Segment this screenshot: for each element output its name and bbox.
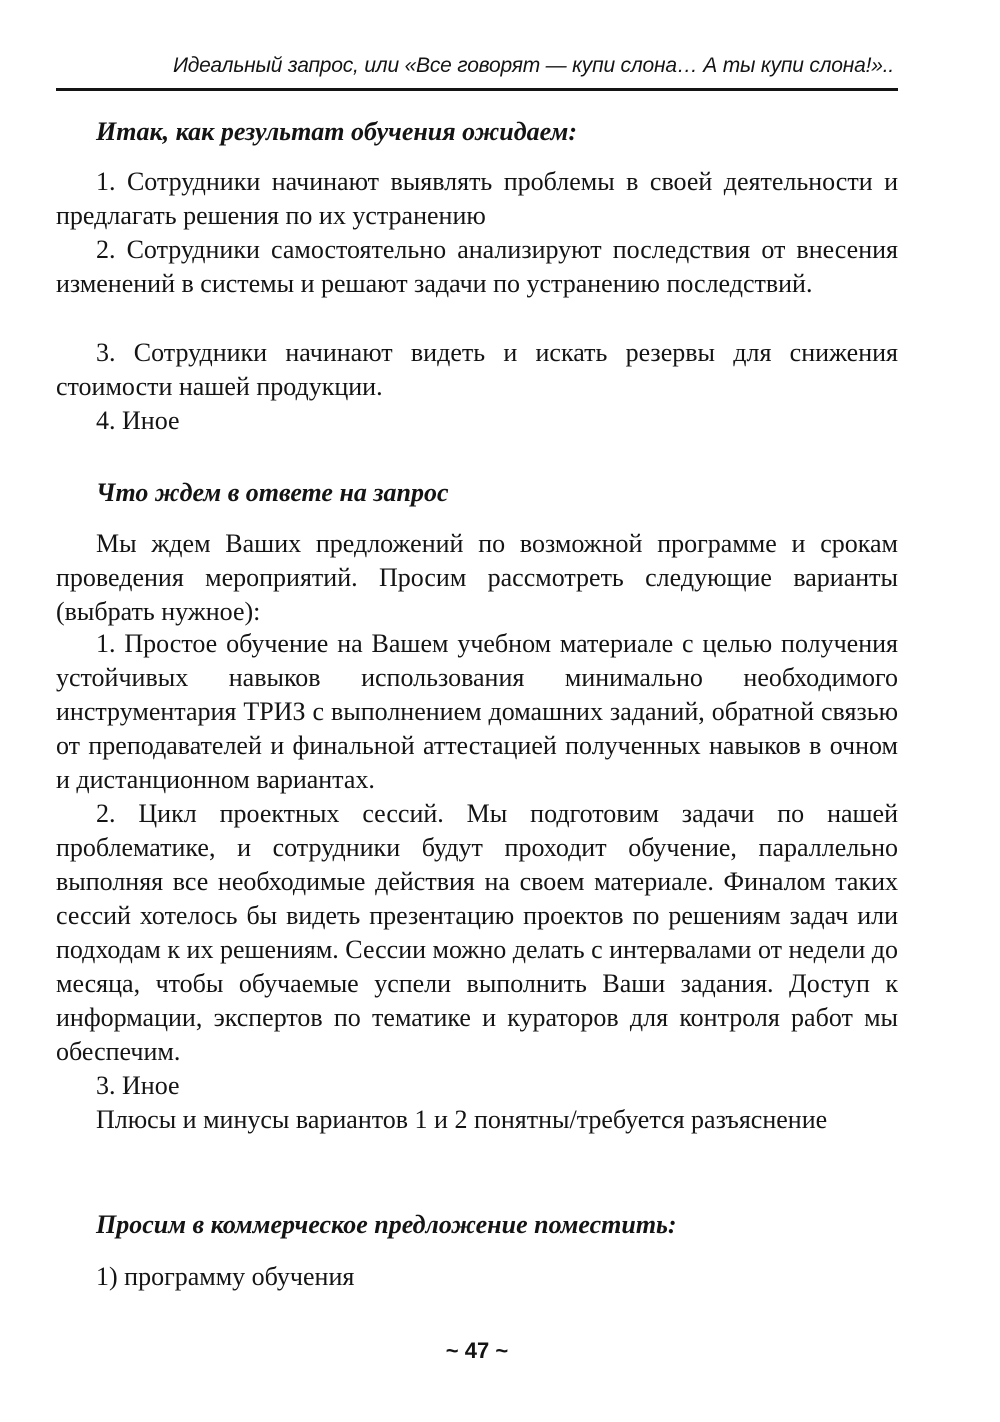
- section-heading-commercial-offer: Просим в коммерческое предложение поместить:: [96, 1210, 677, 1239]
- list-item: 1) программу обучения: [96, 1262, 355, 1291]
- list-item: 4. Иное: [96, 406, 180, 435]
- header-rule: [56, 88, 898, 91]
- list-item: 3. Сотрудники начинают видеть и искать резервы для снижения стоимости нашей продукции.: [56, 338, 898, 401]
- list-item: 1. Простое обучение на Вашем учебном материале с целью получения устойчивых навыков использования минимально необходимого инструментария ТРИЗ с выполнением домашних заданий, обратной связью от преподавателей и финальной аттестацией полученных навыков в очном и дистанционном вариантах.: [56, 629, 898, 794]
- section-heading-expected-results: Итак, как результат обучения ожидаем:: [96, 117, 577, 146]
- page-number: ~ 47 ~: [445, 1338, 509, 1363]
- book-page: [56, 0, 898, 1422]
- paragraph-note: Плюсы и минусы вариантов 1 и 2 понятны/требуется разъяснение: [96, 1105, 828, 1134]
- section-heading-response-expectations: Что ждем в ответе на запрос: [96, 478, 449, 507]
- list-item: 2. Сотрудники самостоятельно анализируют последствия от внесения изменений в системы и решают задачи по устранению последствий.: [56, 235, 898, 298]
- list-item: 3. Иное: [96, 1071, 180, 1100]
- list-item: 2. Цикл проектных сессий. Мы подготовим задачи по нашей проблематике, и сотрудники будут проходит обучение, параллельно выполняя все необходимые действия на своем материале. Финалом таких сессий хотелось бы видеть презентацию проектов по решениям задач или подходам к их решениям. Сессии можно делать с интервалами от недели до месяца, чтобы обучаемые успели выполнить Ваши задания. Доступ к информации, экспертов по тематике и кураторов для контроля работ мы обеспечим.: [56, 799, 898, 1066]
- running-head: Идеальный запрос, или «Все говорят — купи слона… А ты купи слона!»..: [172, 54, 894, 77]
- paragraph-intro: Мы ждем Ваших предложений по возможной программе и срокам проведения мероприятий. Просим рассмотреть следующие варианты (выбрать нужное):: [56, 529, 898, 626]
- list-item: 1. Сотрудники начинают выявлять проблемы в своей деятельности и предлагать решения по их устранению: [56, 167, 898, 230]
